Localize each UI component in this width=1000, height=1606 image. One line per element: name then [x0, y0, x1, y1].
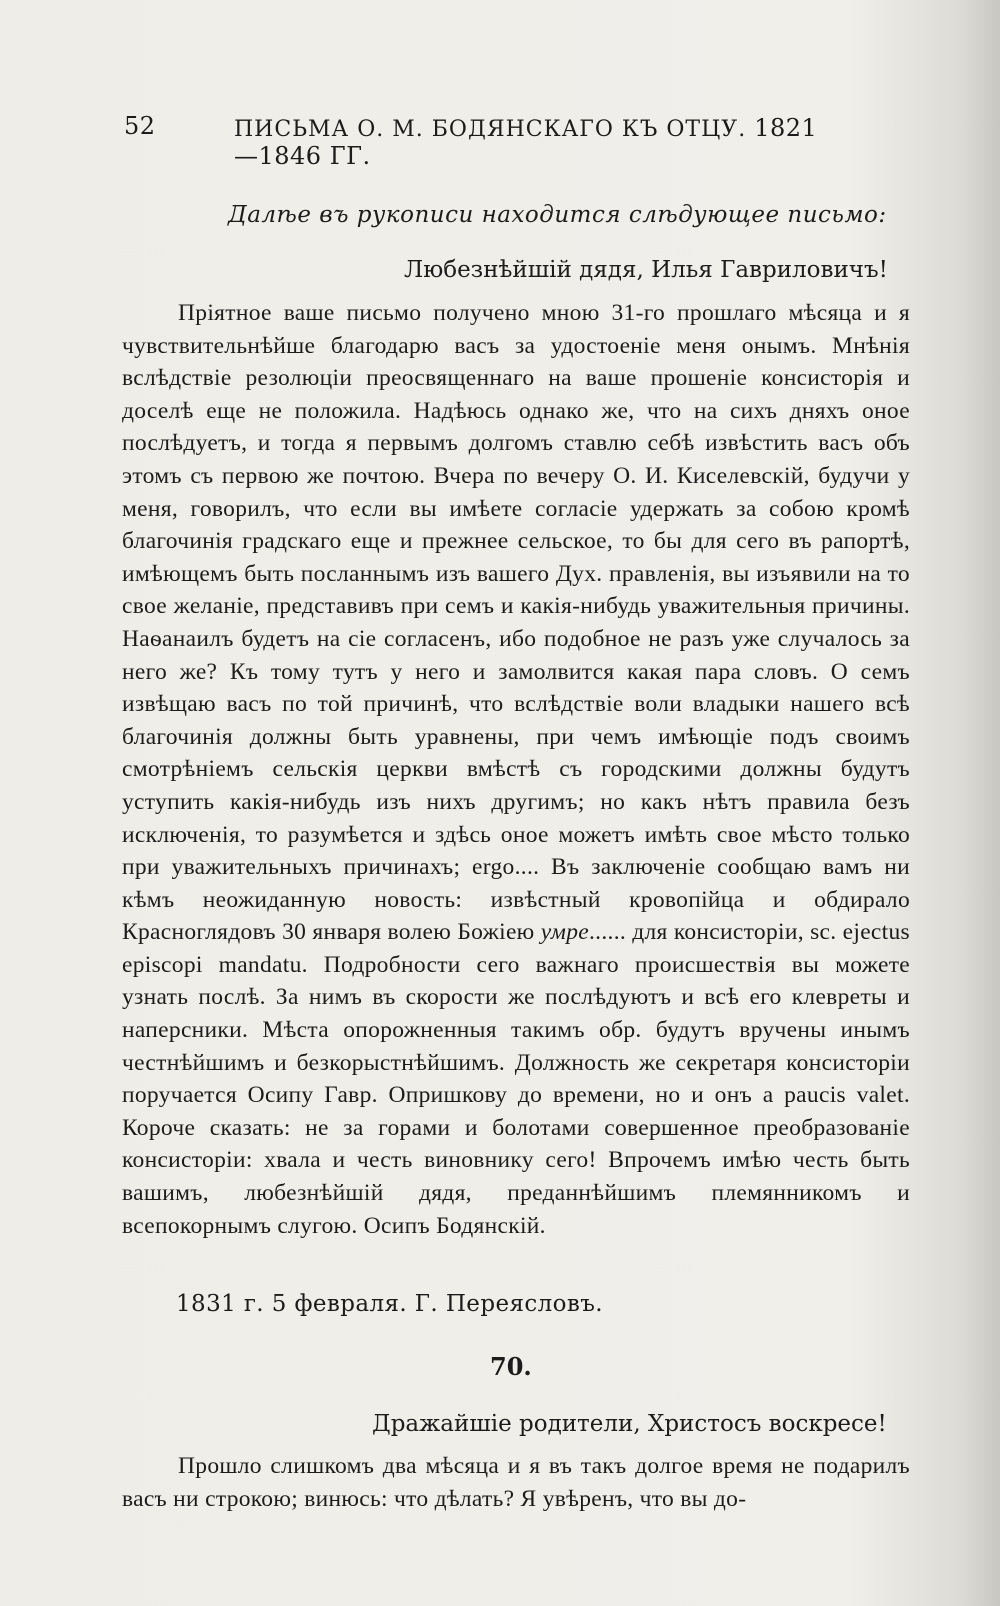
letter1-salutation: Любезнѣйшій дядя, Илья Гавриловичъ! [404, 257, 888, 283]
letter2-body [122, 1450, 910, 1515]
editorial-note: Далѣе въ рукописи находится слѣдующее письмо: [228, 202, 887, 228]
letter1-date: 1831 г. 5 февраля. Г. Переясловъ. [176, 1291, 603, 1317]
letter1-paragraph [122, 297, 910, 1242]
letter1-body [122, 297, 910, 1242]
letter2-paragraph: Прошло слишкомъ два мѣсяца и я въ такъ долгое время не подарилъ васъ ни строкою; винюсь: что дѣлать? Я увѣренъ, что вы до- [122, 1453, 910, 1512]
letter1-text-part2: ...... для консисторіи, sc. ejectus episcopi mandatu. Подробности сего важнаго происшествія вы можете узнать послѣ. За нимъ въ скорости же послѣдуютъ и всѣ его клевреты и наперсники. Мѣста опорожненныя такимъ обр. будутъ вручены инымъ честнѣйшимъ и безкорыстнѣйшимъ. Должность же секретаря консисторіи поручается Осипу Гавр. Опришкову до времени, но и онъ а paucis valet. Короче сказать: не за горами и болотами совершенное преобразованіе консисторіи: хвала и честь виновнику сего! Впрочемъ имѣю честь быть вашимъ, любезнѣйшій дядя, преданнѣйшимъ племянникомъ и всепокорнымъ слугою. Осипъ Бодянскій. [122, 919, 910, 1239]
letter2-salutation: Дражайшіе родители, Христосъ воскресе! [372, 1411, 887, 1437]
letter-number: 70. [490, 1352, 532, 1381]
letter1-italic-word: умре [540, 919, 589, 946]
running-title-years: 1821—1846 ГГ. [234, 114, 818, 170]
running-title [234, 114, 824, 170]
running-title-text: ПИСЬМА О. М. БОДЯНСКАГО КЪ ОТЦУ. [234, 117, 747, 142]
letter1-text-part1: Пріятное ваше письмо получено мною 31-го прошлаго мѣсяца и я чувствительнѣйше благодарю васъ за удостоеніе меня онымъ. Мнѣнія вслѣдствіе резолюціи преосвященнаго на ваше прошеніе консисторія и доселѣ еще не положила. Надѣюсь однако же, что на сихъ дняхъ оное послѣдуетъ, и тогда я первымъ долгомъ ставлю себѣ извѣстить васъ объ этомъ съ первою же почтою. Вчера по вечеру О. И. Киселевскій, будучи у меня, говорилъ, что если вы имѣете согласіе удержать за собою кромѣ благочинія градскаго еще и прежнее сельское, то бы для сего въ рапортѣ, имѣющемъ быть посланнымъ изъ вашего Дух. правленія, вы изъявили на то свое желаніе, представивъ при семъ и какія-нибудь уважительныя причины. Наѳанаилъ будетъ на сіе согласенъ, ибо подобное не разъ уже случалось за него же? Къ тому тутъ у него и замолвится какая пара словъ. О семъ извѣщаю васъ по той причинѣ, что вслѣдствіе воли владыки нашего всѣ благочинія должны быть уравнены, при чемъ имѣющіе подъ своимъ смотрѣніемъ сельскія церкви вмѣстѣ съ городскими должны будутъ уступить какія-нибудь изъ нихъ другимъ; но какъ нѣтъ правила безъ исключенія, то разумѣется и здѣсь оное можетъ имѣть свое мѣсто только при уважительныхъ причинахъ; ergo.... Въ заключеніе сообщаю вамъ ни кѣмъ неожиданную новость: извѣстный кровопійца и обдирало Красноглядовъ 30 января волею Божіею [122, 300, 910, 946]
page-number: 52 [124, 112, 156, 140]
